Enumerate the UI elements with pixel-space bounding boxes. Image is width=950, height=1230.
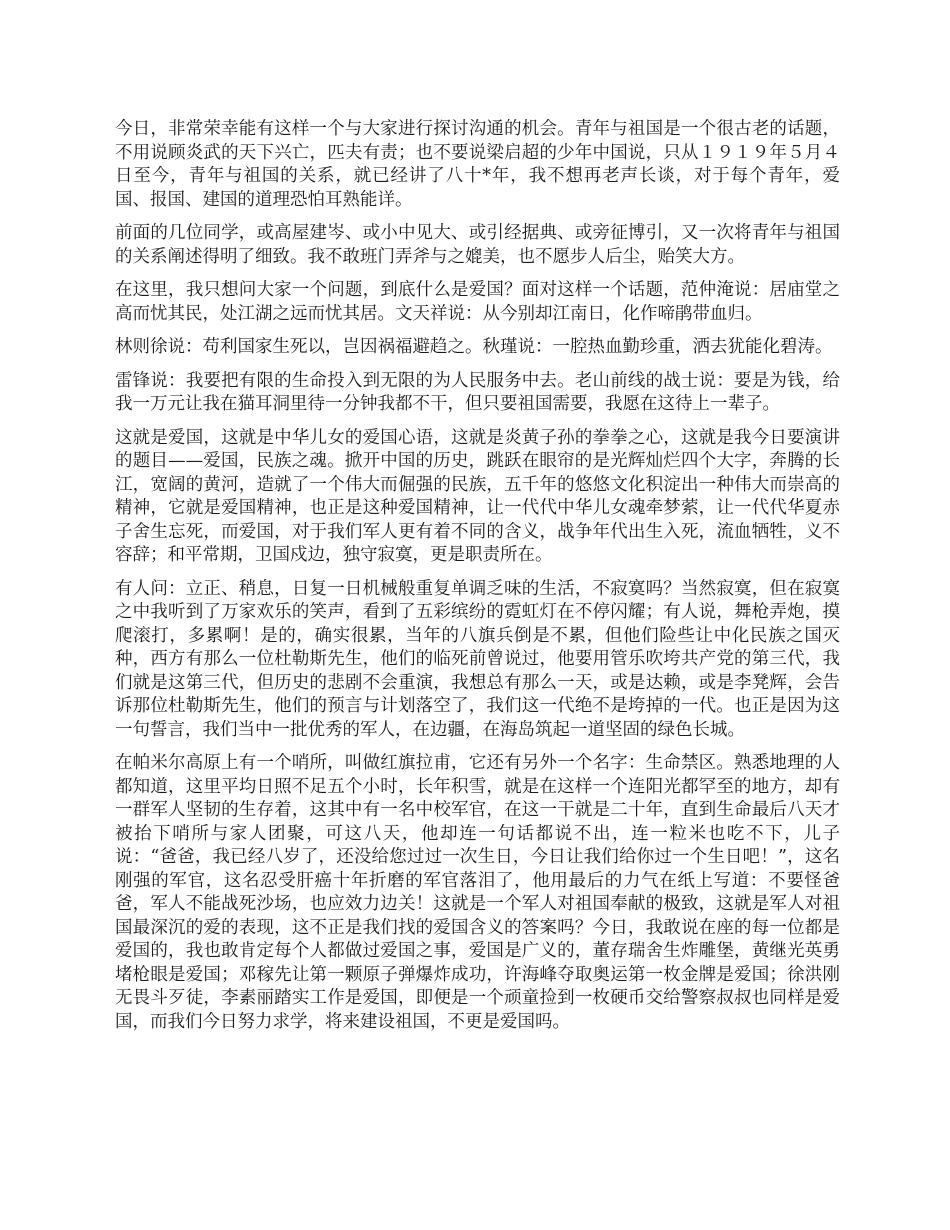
paragraph-2: 前面的几位同学，或高屋建岑、或小中见大、或引经据典、或旁征博引，又一次将青年与祖国的关系阐述得明了细致。我不敢班门弄斧与之媲美，也不愿步人后尘，贻笑大方。	[115, 223, 840, 267]
paragraph-1: 今日，非常荣幸能有这样一个与大家进行探讨沟通的机会。青年与祖国是一个很古老的话题，不用说顾炎武的天下兴亡，匹夫有责；也不要说梁启超的少年中国说，只从１９１９年５月４日至今，青年与祖国的关系，就已经讲了八十*年，我不想再老声长谈，对于每个青年，爱国、报国、建国的道理恐怕耳熟能详。	[115, 119, 840, 210]
paragraph-5: 雷锋说：我要把有限的生命投入到无限的为人民服务中去。老山前线的战士说：要是为钱，给我一万元让我在猫耳洞里待一分钟我都不干，但只要祖国需要，我愿在这待上一辈子。	[115, 370, 840, 414]
paragraph-6: 这就是爱国，这就是中华儿女的爱国心语，这就是炎黄子孙的拳拳之心，这就是我今日要演讲的题目——爱国，民族之魂。掀开中国的历史，跳跃在眼帘的是光辉灿烂四个大字，奔腾的长江，宽阔的黄河，造就了一个伟大而倔强的民族，五千年的悠悠文化积淀出一种伟大而崇高的精神，它就是爱国精神，也正是这种爱国精神，让一代代中华儿女魂牵梦萦，让一代代华夏赤子舍生忘死，而爱国，对于我们军人更有着不同的含义，战争年代出生入死，流血牺牲，义不容辞；和平常期，卫国戍边，独守寂寞，更是职责所在。	[115, 427, 840, 565]
paragraph-3: 在这里，我只想问大家一个问题，到底什么是爱国？面对这样一个话题，范仲淹说：居庙堂之高而忧其民，处江湖之远而忧其居。文天祥说：从今别却江南日，化作啼鹃带血归。	[115, 280, 840, 324]
document-body	[115, 118, 840, 1044]
paragraph-7: 有人问：立正、稍息，日复一日机械般重复单调乏味的生活，不寂寞吗？当然寂寞，但在寂寞之中我听到了万家欢乐的笑声，看到了五彩缤纷的霓虹灯在不停闪耀；有人说，舞枪弄炮，摸爬滚打，多累啊！是的，确实很累，当年的八旗兵倒是不累，但他们险些让中化民族之国灭种，西方有那么一位杜勒斯先生，他们的临死前曾说过，他要用管乐吹垮共产党的第三代，我们就是这第三代，但历史的悲剧不会重演，我想总有那么一天，或是达赖，或是李凳辉，会告诉那位杜勒斯先生，他们的预言与计划落空了，我们这一代绝不是垮掉的一代。也正是因为这一句誓言，我们当中一批优秀的军人，在边疆，在海岛筑起一道坚固的绿色长城。	[115, 578, 840, 740]
paragraph-8: 在帕米尔高原上有一个哨所，叫做红旗拉甫，它还有另外一个名字：生命禁区。熟悉地理的人都知道，这里平均日照不足五个小时，长年积雪，就是在这样一个连阳光都罕至的地方，却有一群军人坚韧的生存着，这其中有一名中校军官，在这一干就是二十年，直到生命最后八天才被抬下哨所与家人团聚，可这八天，他却连一句话都说不出，连一粒米也吃不下，儿子说：“爸爸，我已经八岁了，还没给您过过一次生日，今日让我们给你过一个生日吧！”，这名刚强的军官，这名忍受肝癌十年折磨的军官落泪了，他用最后的力气在纸上写道：不要怪爸爸，军人不能战死沙场，也应效力边关！这就是一个军人对祖国奉献的极致，这就是军人对祖国最深沉的爱的表现，这不正是我们找的爱国含义的答案吗？今日，我敢说在座的每一位都是爱国的，我也敢肯定每个人都做过爱国之事，爱国是广义的，董存瑞舍生炸雕堡，黄继光英勇堵枪眼是爱国；邓稼先让第一颗原子弹爆炸成功，许海峰夺取奥运第一枚金牌是爱国；徐洪刚无畏斗歹徒，李素丽踏实工作是爱国，即便是一个顽童捡到一枚硬币交给警察叔叔也同样是爱国，而我们今日努力求学，将来建设祖国，不更是爱国吗。	[115, 753, 840, 1032]
paragraph-4: 林则徐说：苟利国家生死以，岂因祸福避趋之。秋瑾说：一腔热血勤珍重，洒去犹能化碧涛。	[115, 337, 833, 357]
